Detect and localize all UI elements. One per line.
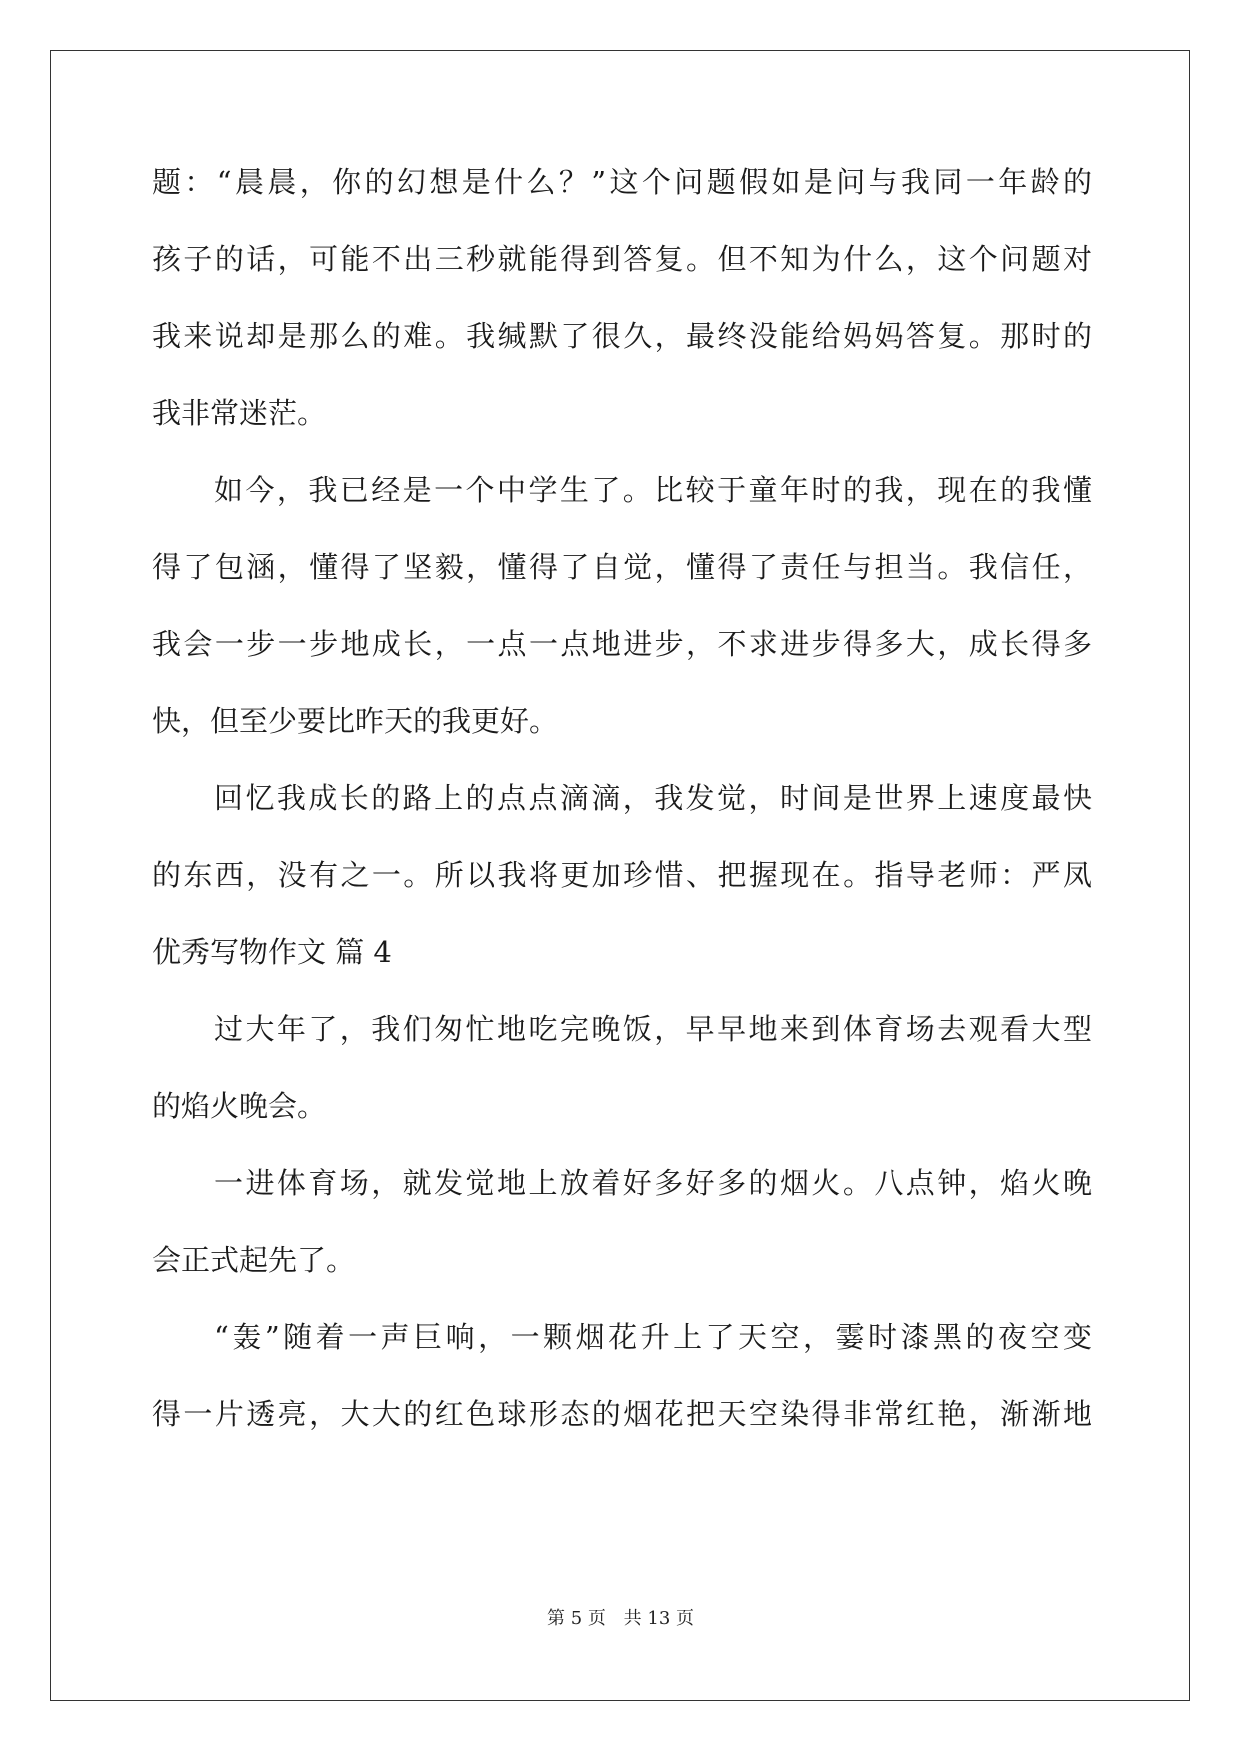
text-line: 题：“晨晨，你的幻想是什么？”这个问题假如是问与我同一年龄的 bbox=[152, 165, 1092, 199]
page-total: 共 13 页 bbox=[623, 1608, 694, 1629]
paragraph-first-line: 如今，我已经是一个中学生了。比较于童年时的我，现在的我懂 bbox=[214, 473, 1092, 507]
text-line: 会正式起先了。 bbox=[152, 1243, 356, 1277]
text-line: 我会一步一步地成长，一点一点地进步，不求进步得多大，成长得多 bbox=[152, 627, 1092, 661]
text-line: 我来说却是那么的难。我缄默了很久，最终没能给妈妈答复。那时的 bbox=[152, 319, 1092, 353]
page-number: 第 5 页 bbox=[547, 1608, 606, 1629]
text-line: 的焰火晚会。 bbox=[152, 1089, 327, 1123]
paragraph-first-line: 过大年了，我们匆忙地吃完晚饭，早早地来到体育场去观看大型 bbox=[214, 1012, 1092, 1046]
text-line: 快，但至少要比昨天的我更好。 bbox=[152, 704, 559, 738]
text-line: 得了包涵，懂得了坚毅，懂得了自觉，懂得了责任与担当。我信任， bbox=[152, 550, 1092, 584]
text-line: 孩子的话，可能不出三秒就能得到答复。但不知为什么，这个问题对 bbox=[152, 242, 1092, 276]
text-line: 得一片透亮，大大的红色球形态的烟花把天空染得非常红艳，渐渐地 bbox=[152, 1397, 1092, 1431]
text-line: 我非常迷茫。 bbox=[152, 396, 327, 430]
paragraph-first-line: 一进体育场，就发觉地上放着好多好多的烟火。八点钟，焰火晚 bbox=[214, 1166, 1092, 1200]
section-heading: 优秀写物作文 篇 4 bbox=[152, 935, 392, 969]
paragraph-first-line: “轰”随着一声巨响，一颗烟花升上了天空，霎时漆黑的夜空变 bbox=[214, 1320, 1092, 1354]
paragraph-first-line: 回忆我成长的路上的点点滴滴，我发觉，时间是世界上速度最快 bbox=[214, 781, 1092, 815]
text-line: 的东西，没有之一。所以我将更加珍惜、把握现在。指导老师：严凤 bbox=[152, 858, 1092, 892]
page-footer bbox=[0, 1604, 1241, 1630]
